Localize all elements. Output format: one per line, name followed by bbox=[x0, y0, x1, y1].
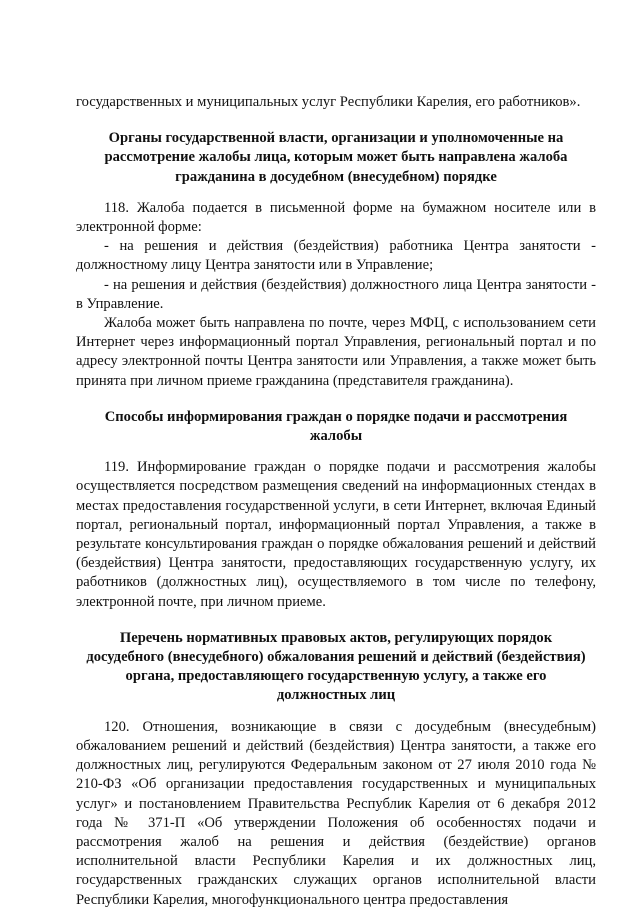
list-item: - на решения и действия (бездействия) должностного лица Центра занятости - в Управление. bbox=[76, 276, 596, 312]
paragraph-120: 120. Отношения, возникающие в связи с досудебным (внесудебным) обжалованием решений и действий (бездействия) Центра занятости, а также его должностных лиц, регулируются Федеральным законом от 27 июля 2010 года № 210-ФЗ «Об организации предоставления государственных и муниципальных услуг» и постановлением Правительства Республик Карелия от 6 декабря 2012 года № 371-П «Об утверждении Положения об особенностях подачи и рассмотрения жалоб на решения и действия (бездействие) органов исполнительной власти Республики Карелия и их должностных лиц, государственных гражданских служащих органов исполнительной власти Республики Карелия, многофункционального центра предоставления bbox=[76, 718, 596, 908]
section-heading: Органы государственной власти, организации и уполномоченные на рассмотрение жалобы лица, которым может быть направлена жалоба гражданина в досудебном (внесудебном) порядке bbox=[104, 130, 568, 185]
document-body bbox=[76, 93, 596, 910]
intro-paragraph: государственных и муниципальных услуг Республики Карелия, его работников». bbox=[76, 94, 581, 110]
section-heading: Перечень нормативных правовых актов, регулирующих порядок досудебного (внесудебного) обжалования решений и действий (бездействия) органа, предоставляющего государственную услугу, а также его должностных лиц bbox=[86, 629, 586, 704]
paragraph-118: 118. Жалоба подается в письменной форме на бумажном носителе или в электронной форме: bbox=[76, 199, 596, 236]
section-informing-methods bbox=[76, 408, 596, 612]
section-legal-acts bbox=[76, 629, 596, 910]
list-item: - на решения и действия (бездействия) работника Центра занятости - должностному лицу Центра занятости или в Управление; bbox=[76, 238, 596, 274]
section-heading: Способы информирования граждан о порядке подачи и рассмотрения жалобы bbox=[104, 408, 568, 445]
section-complaint-bodies bbox=[76, 129, 596, 391]
paragraph-119: 119. Информирование граждан о порядке подачи и рассмотрения жалобы осуществляется посредством размещения сведений на информационных стендах в местах предоставления государственной услуги, в сети Интернет, включая Единый портал, региональный портал, информационный портал Управления, а также в результате консультирования граждан о порядке обжалования решений и действий (бездействия) Центра занятости, предоставляющих государственную услугу, их работников (должностных лиц), осуществляемого в том числе по телефону, электронной почте, при личном приеме. bbox=[76, 459, 596, 610]
paragraph: Жалоба может быть направлена по почте, через МФЦ, с использованием сети Интернет через информационный портал Управления, региональный портал и по адресу электронной почты Центра занятости или Управления, а также может быть принята при личном приеме гражданина (представителя гражданина). bbox=[76, 315, 596, 389]
